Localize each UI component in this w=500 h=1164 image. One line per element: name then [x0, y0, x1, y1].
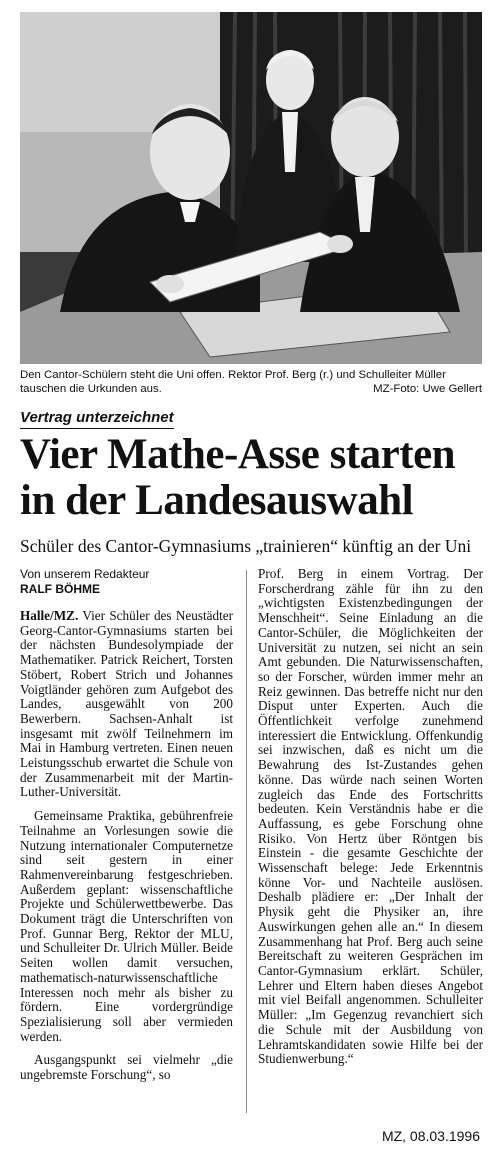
column-divider	[246, 570, 247, 1113]
photo-caption	[20, 368, 482, 396]
byline-author: RALF BÖHME	[20, 582, 100, 596]
paragraph-3: Ausgangspunkt sei vielmehr „die ungebremste Forschung“, so	[20, 1052, 233, 1083]
dateline: Halle/MZ.	[20, 608, 79, 623]
paragraph-2: Gemeinsame Praktika, gebührenfreie Teilnahme an Vorlesungen sowie die Nutzung internationaler Computernetze sind seit gestern in einer Rahmenvereinbarung festgeschrieben. Außerdem geplant: wissenschaftliche Projekte und Schülerwettbewerbe. Das Dokument trägt die Unterschriften von Prof. Gunnar Berg, Rektor der MLU, und Schulleiter Dr. Ulrich Müller. Beide Seiten wollen damit versuchen, mathematisch-naturwissenschaftliche Interessen noch mehr als bisher zu fördern. Eine vordergründige Spezialisierung soll aber vermieden werden.	[20, 808, 233, 1044]
article-column-2	[258, 567, 483, 1076]
press-photo	[20, 12, 482, 364]
paragraph-4: Prof. Berg in einem Vortrag. Der Forscherdrang zähle für ihn zu den „wichtigsten Existenzbedingungen der Menschheit“. Seine Einladung an die Cantor-Schüler, die Möglichkeiten der Universität zu nutzen, sei nicht an sein Amt gebunden. Die Naturwissenschaften, so der Forscher, würden immer mehr an Reiz gewinnen. Das betreffe nicht nur den Disput unter Experten. Auch die Öffentlichkeit verfolge zunehmend interessiert die Entwicklung. Offenkundig sei inzwischen, daß es nicht um die Bewahrung des Ist-Zustandes gehen könne. Das würde nach seinen Worten zugleich das Ende des Fortschritts bedeuten. Kein Verständnis habe er die Auffassung, es gebe Forschung ohne Risiko. Von Hertz über Röntgen bis Einstein - die gesamte Geschichte der Wissenschaft belege: Jede Erkenntnis könne Vor- und Nachteile auslösen. Deshalb plädiere er: „Der Inhalt der Physik geht die Physiker an, ihre Auswirkungen gehen alle an.“ In diesem Zusammenhang hat Prof. Berg auch seine Bereitschaft zu weiteren Gesprächen im Cantor-Gymnasium erklärt. Schüler, Lehrer und Eltern haben dieses Angebot mit viel Beifall angenommen. Schulleiter Müller: „Im Gegenzug revanchiert sich die Schule mit der Ausbildung von Lehramtskandidaten sowie Hilfe bei der Studienwerbung.“	[258, 566, 483, 1067]
source-note: MZ, 08.03.1996	[381, 1128, 480, 1144]
paragraph-1	[20, 609, 233, 800]
subheadline: Schüler des Cantor-Gymnasiums „trainieren“ künftig an der Uni	[20, 536, 472, 556]
headline-line-2: in der Landesauswahl	[20, 477, 414, 524]
headline	[20, 432, 490, 524]
paragraph-1-text: Vier Schüler des Neustädter Georg-Cantor-Gymnasiums starten bei der nächsten Bundesolympiade der Mathematiker. Patrick Reichert, Torsten Stöbert, Robert Strich und Johannes Voigtländer gehören zum Aufgebot des Landes, ausgewählt von 200 Bewerbern. Sachsen-Anhalt ist insgesamt mit zwölf Teilnehmern im Mai in Hamburg vertreten. Einen neuen Leistungsschub erwartet die Schule von der Zusammenarbeit mit der Martin-Luther-Universität.	[20, 608, 234, 800]
photo-credit: MZ-Foto: Uwe Gellert	[373, 383, 482, 395]
article-kicker: Vertrag unterzeichnet	[20, 409, 174, 429]
press-photo-icon	[20, 12, 482, 364]
byline-prefix: Von unserem Redakteur	[20, 567, 150, 581]
byline	[20, 567, 240, 597]
caption-text: Den Cantor-Schülern steht die Uni offen. Rektor Prof. Berg (r.) und Schulleiter Müller tauschen die Urkunden aus.	[20, 369, 446, 395]
article-column-1	[20, 609, 233, 1092]
headline-line-1: Vier Mathe-Asse starten	[20, 431, 456, 478]
